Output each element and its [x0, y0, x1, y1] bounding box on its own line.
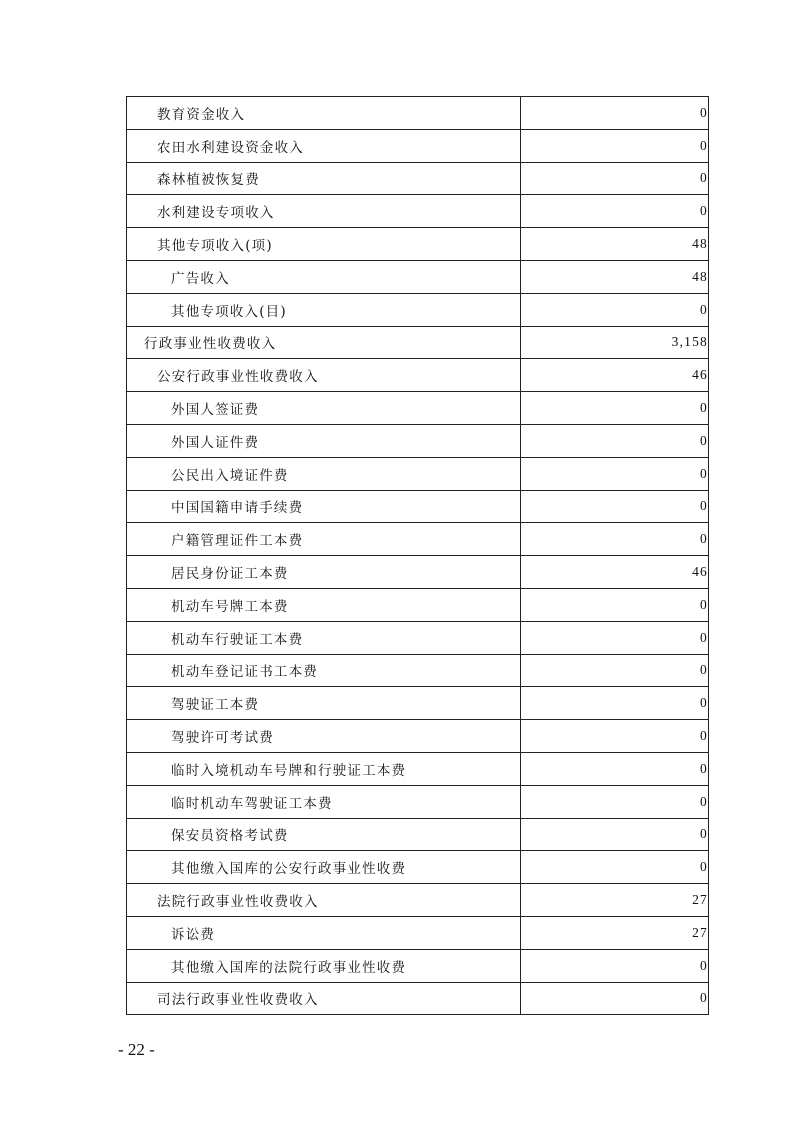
table-row	[127, 556, 709, 589]
amount-cell: 0	[521, 97, 709, 130]
table-row	[127, 851, 709, 884]
amount-cell: 27	[521, 916, 709, 949]
item-name-cell: 其他专项收入(目)	[127, 293, 521, 326]
item-name-cell: 其他缴入国库的法院行政事业性收费	[127, 949, 521, 982]
item-name-cell: 户籍管理证件工本费	[127, 523, 521, 556]
item-name-cell: 广告收入	[127, 260, 521, 293]
amount-cell: 46	[521, 359, 709, 392]
table-row	[127, 949, 709, 982]
item-name-cell: 水利建设专项收入	[127, 195, 521, 228]
item-name-cell: 居民身份证工本费	[127, 556, 521, 589]
item-name-cell: 诉讼费	[127, 916, 521, 949]
item-name-cell: 中国国籍申请手续费	[127, 490, 521, 523]
table-row	[127, 129, 709, 162]
amount-cell: 48	[521, 228, 709, 261]
item-name-cell: 农田水利建设资金收入	[127, 129, 521, 162]
table-row	[127, 752, 709, 785]
amount-cell: 0	[521, 523, 709, 556]
amount-cell: 0	[521, 457, 709, 490]
page-number: - 22 -	[118, 1040, 155, 1059]
amount-cell: 48	[521, 260, 709, 293]
item-name-cell: 机动车登记证书工本费	[127, 654, 521, 687]
amount-cell: 0	[521, 654, 709, 687]
table-row	[127, 588, 709, 621]
table-row	[127, 424, 709, 457]
item-name-cell: 公民出入境证件费	[127, 457, 521, 490]
amount-cell: 0	[521, 851, 709, 884]
table-row	[127, 97, 709, 130]
item-name-cell: 外国人签证费	[127, 392, 521, 425]
amount-cell: 0	[521, 195, 709, 228]
table-row	[127, 490, 709, 523]
table-row	[127, 982, 709, 1015]
amount-cell: 0	[521, 162, 709, 195]
table-row	[127, 916, 709, 949]
item-name-cell: 公安行政事业性收费收入	[127, 359, 521, 392]
amount-cell: 0	[521, 424, 709, 457]
table-row	[127, 818, 709, 851]
table-row	[127, 195, 709, 228]
item-name-cell: 其他缴入国库的公安行政事业性收费	[127, 851, 521, 884]
amount-cell: 0	[521, 949, 709, 982]
item-name-cell: 临时机动车驾驶证工本费	[127, 785, 521, 818]
item-name-cell: 临时入境机动车号牌和行驶证工本费	[127, 752, 521, 785]
table-row	[127, 884, 709, 917]
amount-cell: 0	[521, 687, 709, 720]
table-row	[127, 228, 709, 261]
table-row	[127, 359, 709, 392]
amount-cell: 0	[521, 129, 709, 162]
item-name-cell: 教育资金收入	[127, 97, 521, 130]
table-row	[127, 457, 709, 490]
item-name-cell: 其他专项收入(项)	[127, 228, 521, 261]
item-name-cell: 机动车行驶证工本费	[127, 621, 521, 654]
amount-cell: 27	[521, 884, 709, 917]
amount-cell: 0	[521, 490, 709, 523]
item-name-cell: 机动车号牌工本费	[127, 588, 521, 621]
item-name-cell: 驾驶证工本费	[127, 687, 521, 720]
amount-cell: 0	[521, 621, 709, 654]
table-row	[127, 293, 709, 326]
table-row	[127, 392, 709, 425]
table-row	[127, 720, 709, 753]
item-name-cell: 司法行政事业性收费收入	[127, 982, 521, 1015]
item-name-cell: 法院行政事业性收费收入	[127, 884, 521, 917]
amount-cell: 0	[521, 720, 709, 753]
amount-cell: 0	[521, 293, 709, 326]
budget-table	[126, 96, 709, 1015]
table-row	[127, 260, 709, 293]
amount-cell: 46	[521, 556, 709, 589]
item-name-cell: 森林植被恢复费	[127, 162, 521, 195]
amount-cell: 0	[521, 588, 709, 621]
item-name-cell: 保安员资格考试费	[127, 818, 521, 851]
amount-cell: 0	[521, 982, 709, 1015]
item-name-cell: 外国人证件费	[127, 424, 521, 457]
amount-cell: 0	[521, 752, 709, 785]
amount-cell: 0	[521, 392, 709, 425]
budget-table-body	[127, 97, 709, 1015]
table-row	[127, 654, 709, 687]
budget-table-container	[126, 96, 708, 1015]
table-row	[127, 523, 709, 556]
item-name-cell: 驾驶许可考试费	[127, 720, 521, 753]
amount-cell: 0	[521, 818, 709, 851]
amount-cell: 3,158	[521, 326, 709, 359]
table-row	[127, 785, 709, 818]
amount-cell: 0	[521, 785, 709, 818]
table-row	[127, 621, 709, 654]
table-row	[127, 687, 709, 720]
table-row	[127, 326, 709, 359]
table-row	[127, 162, 709, 195]
item-name-cell: 行政事业性收费收入	[127, 326, 521, 359]
